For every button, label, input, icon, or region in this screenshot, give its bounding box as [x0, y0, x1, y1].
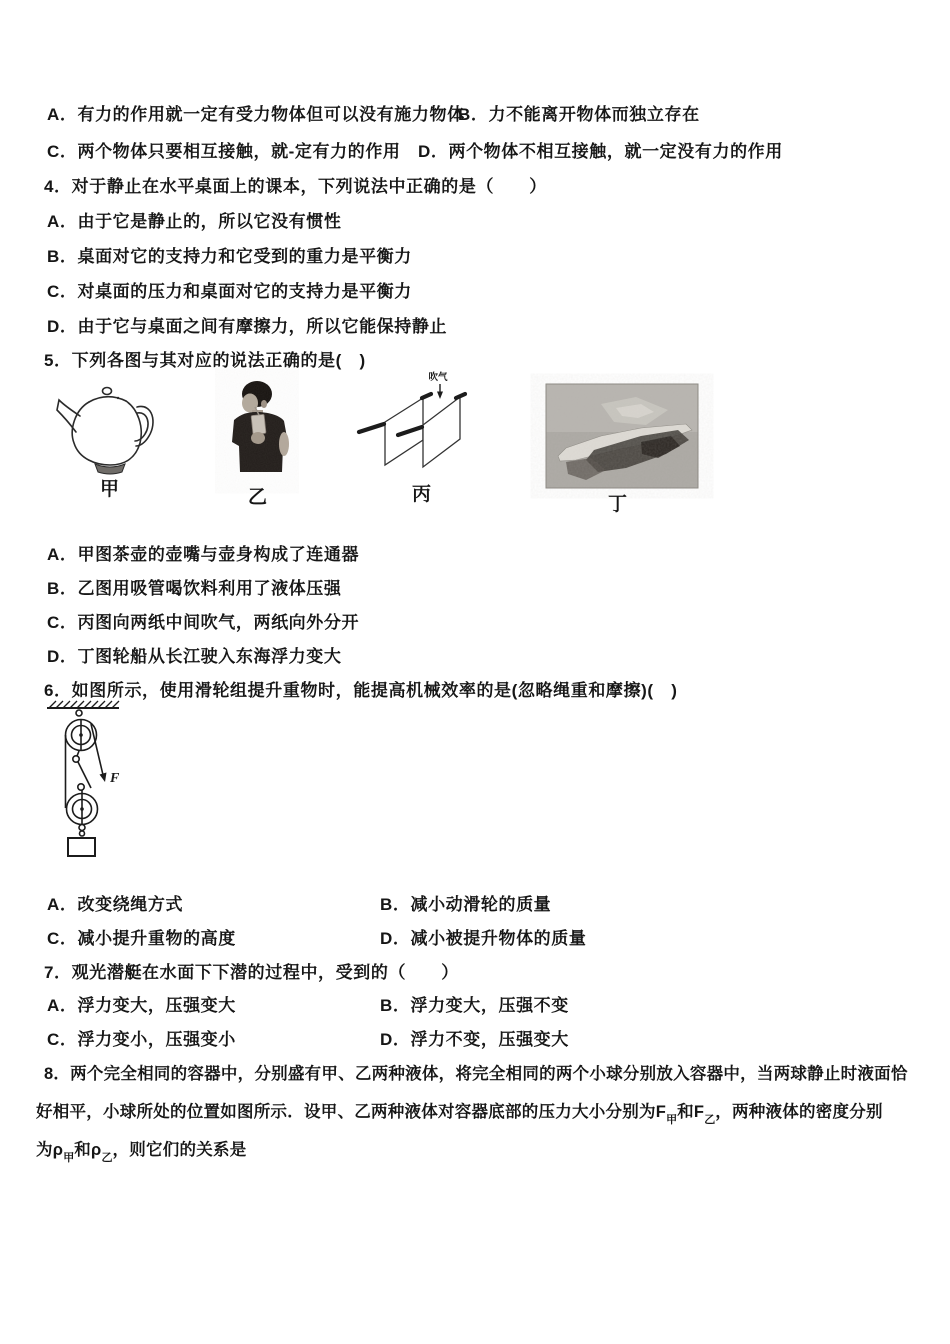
q7-stem: 7．观光潜艇在水面下下潜的过程中，受到的（ ）	[44, 963, 459, 982]
q4-option-b: B．桌面对它的支持力和它受到的重力是平衡力	[47, 247, 412, 266]
subscript-yi: 乙	[101, 1152, 113, 1165]
q4-option-c: C．对桌面的压力和桌面对它的支持力是平衡力	[47, 282, 412, 301]
teapot-figure	[56, 385, 156, 477]
q7-option-d: D．浮力不变，压强变大	[380, 1030, 569, 1049]
force-f-label: F	[110, 771, 120, 786]
q8-stem-line3: 为$\rho_甲$和$\rho_乙$，则它们的关系是	[36, 1141, 247, 1165]
q7-option-c: C．浮力变小，压强变小	[47, 1030, 236, 1049]
q7-option-a: A．浮力变大，压强变大	[47, 996, 236, 1015]
q5-option-d: D．丁图轮船从长江驶入东海浮力变大	[47, 647, 342, 666]
q3-option-d: D．两个物体不相互接触，就一定没有力的作用	[418, 142, 783, 161]
boy-label: 乙	[248, 487, 268, 508]
q5-option-a: A．甲图茶壶的壶嘴与壶身构成了连通器	[47, 545, 360, 564]
subscript-yi: 乙	[704, 1114, 716, 1127]
ceiling-hook-icon	[76, 710, 82, 716]
force-arrow-icon	[100, 773, 107, 783]
q4-stem: 4．对于静止在水平桌面上的课本，下列说法中正确的是（ ）	[44, 177, 547, 196]
q8-stem-line2: 好相平，小球所处的位置如图所示．设甲、乙两种液体对容器底部的压力大小分别为$F_甲$和$F_乙$，两种液体的密度分别	[36, 1103, 883, 1127]
q5-option-c: C．丙图向两纸中间吹气，两纸向外分开	[47, 613, 360, 632]
q8-stem-line1: 8．两个完全相同的容器中，分别盛有甲、乙两种液体，将完全相同的两个小球分别放入容器中，当两球静止时液面恰	[44, 1065, 908, 1083]
papers-label: 丙	[412, 484, 432, 505]
q6-option-b: B．减小动滑轮的质量	[380, 895, 552, 914]
q3-option-b: B．力不能离开物体而独立存在	[458, 105, 700, 124]
q5-option-b: B．乙图用吸管喝饮料利用了液体压强	[47, 579, 342, 598]
blowing-papers-figure	[350, 365, 475, 475]
q7-option-b: B．浮力变大，压强不变	[380, 996, 569, 1015]
q4-option-d: D．由于它与桌面之间有摩擦力，所以它能保持静止	[47, 317, 448, 336]
q6-stem: 6．如图所示，使用滑轮组提升重物时，能提高机械效率的是(忽略绳重和摩擦)( )	[44, 681, 678, 700]
q3-option-a: A．有力的作用就一定有受力物体但可以没有施力物体	[47, 105, 465, 124]
ship-photo-figure	[546, 384, 698, 488]
q6-option-d: D．减小被提升物体的质量	[380, 929, 587, 948]
pulley-system-figure	[35, 700, 160, 865]
q5-stem: 5．下列各图与其对应的说法正确的是( )	[44, 351, 366, 370]
q3-option-c: C．两个物体只要相互接触，就-定有力的作用	[47, 142, 401, 161]
ship-label: 丁	[608, 494, 628, 515]
teapot-label: 甲	[100, 479, 120, 500]
q6-option-c: C．减小提升重物的高度	[47, 929, 236, 948]
q4-option-a: A．由于它是静止的，所以它没有惯性	[47, 212, 342, 231]
blow-arrow-icon	[437, 392, 443, 400]
boy-drinking-figure	[222, 379, 292, 483]
subscript-jia: 甲	[63, 1152, 75, 1165]
blow-air-label: 吹气	[428, 372, 448, 383]
subscript-jia: 甲	[666, 1114, 678, 1127]
q6-option-a: A．改变绕绳方式	[47, 895, 184, 914]
